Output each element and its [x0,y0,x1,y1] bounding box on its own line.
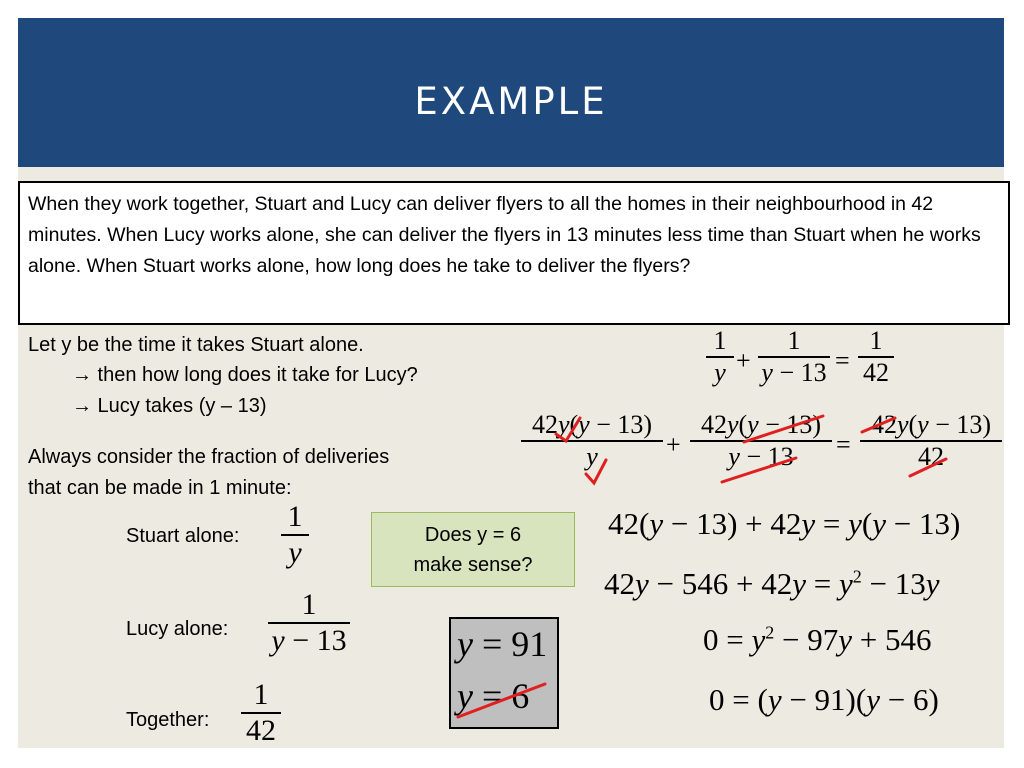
eq5-line: $0 = y^2 - 97y + 546$ [703,622,932,657]
cancel-mark-y-num [556,418,580,441]
cancel-mark-42-num [862,418,895,432]
answer-y-91: y = 91 [457,624,548,664]
stuart-alone-label: Stuart alone: [126,525,240,547]
problem-statement: When they work together, Stuart and Lucy can deliver flyers to all the homes in their neighbourhood in 42 minutes. When Lucy works alone, she can deliver the flyers in 13 minutes less time than Stuart when he works alone. When Stuart works alone, how long does he take to deliver the flyers? [18,181,1010,325]
hint-line-2: make sense? [413,553,533,576]
eq2-plus: + [666,430,681,459]
eq1-frac-2: 1 y − 13 [758,326,830,388]
hint-line-1: Does y = 6 [424,523,522,546]
eq4-line: $42y - 546 + 42y = y^2 - 13y$ [604,566,940,601]
eq2-frac-2: 42y(y − 13) y − 13 [690,410,832,472]
cancel-mark-42-den [910,459,946,476]
together-rate-fraction: 1 42 [241,678,281,748]
stuart-rate-fraction: 1 y [281,500,309,570]
lucy-rate-fraction: 1 y − 13 [268,588,350,658]
cancel-mark-y-den [586,460,606,483]
eq3-line: 42(y − 13) + 42y = y(y − 13) [608,506,961,541]
eq2-equals: = [836,430,851,459]
cancel-mark-y13-num [744,416,823,442]
cancel-mark-y13-den [722,458,796,482]
eq1-frac-1: 1 y [706,326,734,388]
consider-line-2: that can be made in 1 minute: [28,477,292,499]
let-y-line: Let y be the time it takes Stuart alone. [28,334,364,356]
eq6-line: 0 = (y − 91)(y − 6) [709,682,939,717]
eq1-equals: = [835,346,850,375]
answer-y-6: y = 6 [457,676,530,716]
lucy-alone-label: Lucy alone: [126,618,229,640]
eq1-plus: + [736,346,751,375]
slide-title: EXAMPLE [414,79,608,123]
eq1-frac-3: 1 42 [858,326,894,388]
cancel-mark-y6 [458,684,545,717]
together-label: Together: [126,709,210,731]
lucy-time-line: → Lucy takes (y – 13) [72,395,267,417]
lucy-question-line: → then how long does it take for Lucy? [72,364,418,386]
eq2-frac-3: 42y(y − 13) 42 [860,410,1002,472]
consider-line-1: Always consider the fraction of deliveries [28,446,390,468]
eq2-frac-1: 42y(y − 13) y [521,410,663,472]
